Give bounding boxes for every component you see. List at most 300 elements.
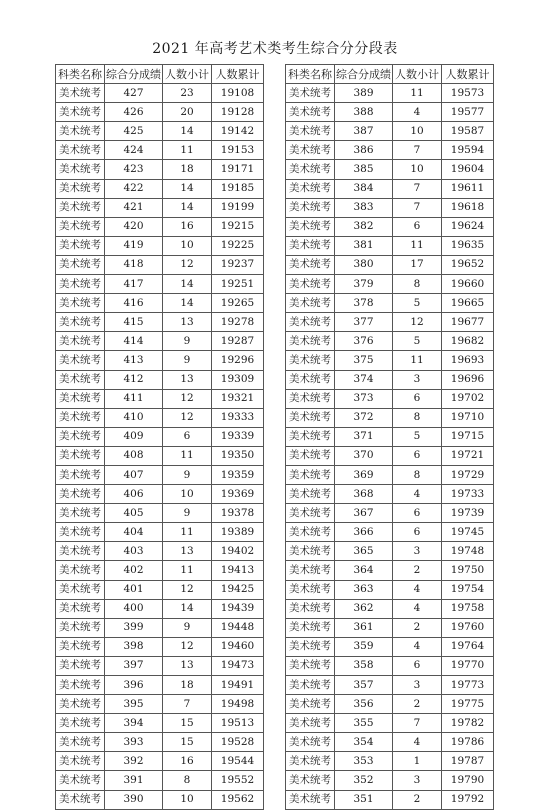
cell-count: 1 [393,752,442,771]
cell-category: 美术统考 [286,294,335,313]
table-row [286,179,494,198]
cell-cumulative: 19611 [442,179,494,198]
cell-score: 389 [335,84,393,103]
cell-cumulative: 19770 [442,656,494,675]
cell-category: 美术统考 [286,122,335,141]
cell-category: 美术统考 [56,160,105,179]
cell-count: 9 [163,618,212,637]
cell-score: 409 [105,427,163,446]
cell-count: 11 [393,236,442,255]
cell-score: 400 [105,599,163,618]
table-row [286,637,494,656]
cell-score: 363 [335,580,393,599]
cell-category: 美术统考 [286,332,335,351]
cell-count: 16 [163,752,212,771]
cell-score: 398 [105,637,163,656]
cell-count: 13 [163,370,212,389]
cell-category: 美术统考 [56,580,105,599]
table-row [56,294,264,313]
cell-count: 11 [163,561,212,580]
cell-score: 391 [105,771,163,790]
cell-count: 4 [393,103,442,122]
cell-score: 406 [105,485,163,504]
cell-count: 14 [163,122,212,141]
cell-category: 美术统考 [56,733,105,752]
cell-cumulative: 19758 [442,599,494,618]
cell-score: 385 [335,160,393,179]
cell-category: 美术统考 [56,485,105,504]
cell-cumulative: 19491 [212,676,264,695]
table-row [286,599,494,618]
cell-score: 419 [105,236,163,255]
cell-cumulative: 19745 [442,523,494,542]
cell-cumulative: 19710 [442,408,494,427]
cell-score: 359 [335,637,393,656]
cell-cumulative: 19696 [442,370,494,389]
cell-score: 426 [105,103,163,122]
cell-category: 美术统考 [286,714,335,733]
cell-score: 372 [335,408,393,427]
cell-cumulative: 19587 [442,122,494,141]
cell-count: 4 [393,580,442,599]
cell-score: 386 [335,141,393,160]
cell-category: 美术统考 [56,618,105,637]
cell-cumulative: 19339 [212,427,264,446]
cell-count: 5 [393,294,442,313]
cell-count: 7 [393,714,442,733]
table-row [56,351,264,370]
cell-category: 美术统考 [56,370,105,389]
cell-count: 7 [393,179,442,198]
cell-count: 7 [163,695,212,714]
cell-cumulative: 19402 [212,542,264,561]
cell-cumulative: 19775 [442,695,494,714]
cell-category: 美术统考 [286,446,335,465]
cell-category: 美术统考 [56,275,105,294]
table-row [56,141,264,160]
cell-category: 美术统考 [286,84,335,103]
cell-category: 美术统考 [56,332,105,351]
cell-count: 11 [163,523,212,542]
cell-score: 367 [335,504,393,523]
cell-count: 15 [163,714,212,733]
cell-category: 美术统考 [286,351,335,370]
table-row [286,695,494,714]
cell-cumulative: 19754 [442,580,494,599]
cell-score: 384 [335,179,393,198]
header-category: 科类名称 [286,65,335,84]
cell-score: 411 [105,389,163,408]
cell-cumulative: 19359 [212,465,264,484]
table-header-row [56,65,264,84]
cell-score: 380 [335,255,393,274]
table-row [286,389,494,408]
cell-count: 9 [163,332,212,351]
cell-score: 424 [105,141,163,160]
cell-score: 364 [335,561,393,580]
table-row [56,408,264,427]
table-row [286,217,494,236]
cell-cumulative: 19237 [212,255,264,274]
cell-category: 美术统考 [286,427,335,446]
cell-cumulative: 19153 [212,141,264,160]
cell-count: 11 [163,141,212,160]
cell-cumulative: 19425 [212,580,264,599]
cell-cumulative: 19702 [442,389,494,408]
table-row [56,656,264,675]
table-row [286,141,494,160]
table-row [56,179,264,198]
table-row [286,752,494,771]
cell-score: 427 [105,84,163,103]
cell-cumulative: 19665 [442,294,494,313]
cell-category: 美术统考 [56,351,105,370]
cell-score: 355 [335,714,393,733]
cell-score: 370 [335,446,393,465]
table-row [56,465,264,484]
cell-score: 356 [335,695,393,714]
cell-score: 421 [105,198,163,217]
cell-cumulative: 19309 [212,370,264,389]
cell-cumulative: 19439 [212,599,264,618]
cell-count: 6 [393,504,442,523]
cell-cumulative: 19729 [442,465,494,484]
cell-score: 392 [105,752,163,771]
cell-count: 12 [163,255,212,274]
cell-count: 10 [393,122,442,141]
cell-cumulative: 19498 [212,695,264,714]
cell-category: 美术统考 [286,580,335,599]
cell-score: 375 [335,351,393,370]
cell-count: 14 [163,294,212,313]
cell-category: 美术统考 [56,599,105,618]
header-score: 综合分成绩 [105,65,163,84]
cell-score: 368 [335,485,393,504]
cell-count: 2 [393,790,442,809]
cell-category: 美术统考 [56,752,105,771]
cell-score: 417 [105,275,163,294]
cell-cumulative: 19733 [442,485,494,504]
cell-score: 393 [105,733,163,752]
cell-score: 390 [105,790,163,809]
table-row [286,275,494,294]
table-row [56,198,264,217]
table-row [286,656,494,675]
cell-count: 12 [163,580,212,599]
cell-count: 9 [163,504,212,523]
cell-count: 2 [393,695,442,714]
cell-score: 394 [105,714,163,733]
cell-cumulative: 19473 [212,656,264,675]
cell-count: 7 [393,141,442,160]
cell-score: 404 [105,523,163,542]
table-row [56,160,264,179]
cell-cumulative: 19185 [212,179,264,198]
table-row [286,255,494,274]
cell-cumulative: 19739 [442,504,494,523]
table-row [56,84,264,103]
cell-category: 美术统考 [286,637,335,656]
cell-category: 美术统考 [56,637,105,656]
cell-cumulative: 19142 [212,122,264,141]
page-title: 2021 年高考艺术类考生综合分分段表 [152,41,398,57]
cell-count: 12 [393,313,442,332]
table-row [56,217,264,236]
header-cumulative: 人数累计 [212,65,264,84]
cell-count: 9 [163,465,212,484]
cell-count: 12 [163,637,212,656]
cell-category: 美术统考 [56,103,105,122]
table-row [56,485,264,504]
table-row [56,236,264,255]
cell-score: 373 [335,389,393,408]
table-row [286,561,494,580]
cell-category: 美术统考 [286,465,335,484]
cell-count: 4 [393,733,442,752]
cell-count: 8 [393,275,442,294]
cell-category: 美术统考 [56,656,105,675]
cell-cumulative: 19624 [442,217,494,236]
cell-count: 6 [163,427,212,446]
cell-score: 369 [335,465,393,484]
cell-cumulative: 19790 [442,771,494,790]
score-table-right [285,64,494,810]
cell-category: 美术统考 [286,542,335,561]
cell-category: 美术统考 [286,618,335,637]
cell-cumulative: 19378 [212,504,264,523]
cell-count: 13 [163,656,212,675]
cell-score: 357 [335,676,393,695]
table-row [286,84,494,103]
cell-category: 美术统考 [56,504,105,523]
cell-score: 408 [105,446,163,465]
table-row [286,580,494,599]
table-row [56,695,264,714]
cell-category: 美术统考 [286,656,335,675]
cell-count: 14 [163,198,212,217]
cell-category: 美术统考 [56,122,105,141]
table-row [286,294,494,313]
cell-category: 美术统考 [286,523,335,542]
cell-score: 416 [105,294,163,313]
cell-count: 3 [393,370,442,389]
cell-category: 美术统考 [56,542,105,561]
table-row [56,504,264,523]
cell-cumulative: 19128 [212,103,264,122]
cell-score: 403 [105,542,163,561]
cell-category: 美术统考 [56,465,105,484]
table-row [56,752,264,771]
cell-score: 414 [105,332,163,351]
table-row [286,122,494,141]
table-row [286,370,494,389]
cell-category: 美术统考 [286,389,335,408]
table-row [56,523,264,542]
cell-category: 美术统考 [56,198,105,217]
cell-category: 美术统考 [286,695,335,714]
cell-category: 美术统考 [56,141,105,160]
table-row [56,542,264,561]
cell-cumulative: 19251 [212,275,264,294]
cell-category: 美术统考 [56,84,105,103]
table-row [56,580,264,599]
cell-count: 18 [163,160,212,179]
cell-cumulative: 19792 [442,790,494,809]
table-row [286,313,494,332]
table-row [56,370,264,389]
cell-cumulative: 19652 [442,255,494,274]
cell-count: 8 [393,465,442,484]
cell-score: 415 [105,313,163,332]
cell-cumulative: 19764 [442,637,494,656]
cell-score: 418 [105,255,163,274]
cell-cumulative: 19333 [212,408,264,427]
cell-category: 美术统考 [56,236,105,255]
header-category: 科类名称 [56,65,105,84]
cell-cumulative: 19413 [212,561,264,580]
table-header-row [286,65,494,84]
cell-cumulative: 19760 [442,618,494,637]
cell-score: 362 [335,599,393,618]
cell-count: 3 [393,771,442,790]
cell-count: 3 [393,676,442,695]
cell-count: 15 [163,733,212,752]
cell-count: 23 [163,84,212,103]
cell-cumulative: 19287 [212,332,264,351]
cell-cumulative: 19108 [212,84,264,103]
cell-cumulative: 19750 [442,561,494,580]
cell-score: 383 [335,198,393,217]
cell-category: 美术统考 [286,160,335,179]
cell-cumulative: 19215 [212,217,264,236]
cell-category: 美术统考 [286,599,335,618]
table-row [56,676,264,695]
cell-score: 422 [105,179,163,198]
cell-cumulative: 19350 [212,446,264,465]
cell-count: 6 [393,523,442,542]
table-row [286,714,494,733]
cell-cumulative: 19544 [212,752,264,771]
cell-category: 美术统考 [286,179,335,198]
cell-cumulative: 19573 [442,84,494,103]
cell-cumulative: 19635 [442,236,494,255]
cell-score: 401 [105,580,163,599]
cell-cumulative: 19265 [212,294,264,313]
cell-category: 美术统考 [56,255,105,274]
cell-count: 6 [393,656,442,675]
table-row [56,771,264,790]
table-row [56,599,264,618]
cell-cumulative: 19552 [212,771,264,790]
cell-cumulative: 19369 [212,485,264,504]
table-row [56,561,264,580]
cell-category: 美术统考 [286,236,335,255]
score-table-left [55,64,264,810]
cell-count: 9 [163,351,212,370]
cell-category: 美术统考 [56,523,105,542]
cell-score: 376 [335,332,393,351]
cell-count: 12 [163,389,212,408]
cell-category: 美术统考 [286,408,335,427]
cell-count: 4 [393,599,442,618]
cell-count: 10 [163,236,212,255]
table-row [286,351,494,370]
cell-score: 358 [335,656,393,675]
table-row [286,103,494,122]
table-row [56,313,264,332]
cell-count: 14 [163,275,212,294]
table-row [286,485,494,504]
cell-score: 382 [335,217,393,236]
table-row [286,332,494,351]
cell-score: 402 [105,561,163,580]
cell-cumulative: 19528 [212,733,264,752]
cell-category: 美术统考 [56,714,105,733]
header-cumulative: 人数累计 [442,65,494,84]
cell-count: 14 [163,599,212,618]
table-row [286,198,494,217]
cell-cumulative: 19296 [212,351,264,370]
table-row [286,523,494,542]
cell-score: 412 [105,370,163,389]
cell-count: 10 [163,790,212,809]
cell-category: 美术统考 [56,676,105,695]
cell-category: 美术统考 [286,198,335,217]
cell-category: 美术统考 [56,389,105,408]
cell-category: 美术统考 [286,485,335,504]
table-row [56,637,264,656]
table-row [286,790,494,809]
cell-category: 美术统考 [56,771,105,790]
cell-score: 374 [335,370,393,389]
cell-score: 351 [335,790,393,809]
cell-cumulative: 19225 [212,236,264,255]
cell-category: 美术统考 [56,408,105,427]
cell-count: 13 [163,542,212,561]
cell-count: 6 [393,389,442,408]
cell-score: 407 [105,465,163,484]
cell-count: 10 [393,160,442,179]
cell-category: 美术统考 [56,179,105,198]
cell-cumulative: 19715 [442,427,494,446]
cell-cumulative: 19782 [442,714,494,733]
table-row [56,332,264,351]
table-row [286,160,494,179]
cell-count: 5 [393,427,442,446]
cell-category: 美术统考 [286,275,335,294]
cell-category: 美术统考 [56,561,105,580]
cell-score: 352 [335,771,393,790]
cell-count: 8 [163,771,212,790]
table-row [286,446,494,465]
header-count: 人数小计 [163,65,212,84]
cell-cumulative: 19693 [442,351,494,370]
cell-count: 10 [163,485,212,504]
cell-category: 美术统考 [286,255,335,274]
cell-score: 387 [335,122,393,141]
cell-score: 378 [335,294,393,313]
table-row [56,790,264,809]
cell-count: 11 [163,446,212,465]
cell-count: 20 [163,103,212,122]
cell-category: 美术统考 [286,313,335,332]
cell-score: 379 [335,275,393,294]
cell-cumulative: 19577 [442,103,494,122]
cell-category: 美术统考 [286,752,335,771]
cell-cumulative: 19389 [212,523,264,542]
cell-cumulative: 19171 [212,160,264,179]
cell-count: 8 [393,408,442,427]
